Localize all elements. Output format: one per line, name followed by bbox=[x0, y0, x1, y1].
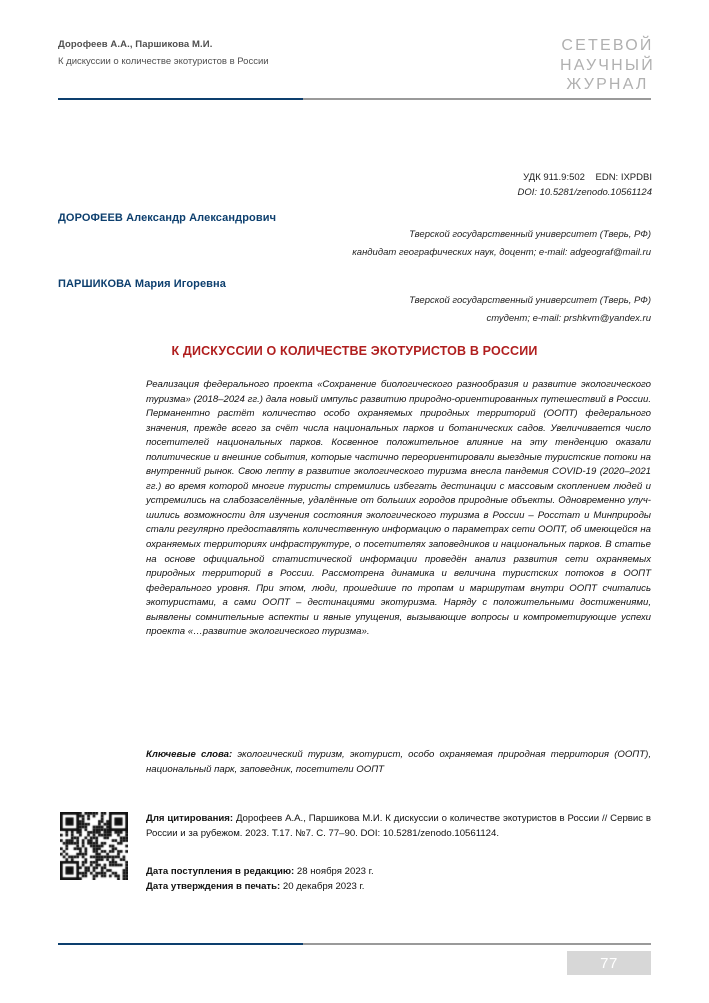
journal-logo bbox=[560, 36, 655, 95]
keywords-text: экологический туризм, экотурист, особо охраняемая природная территория (ООПТ), национальный парк, заповедник, посетители ООПТ bbox=[146, 749, 651, 775]
citation-block bbox=[146, 812, 651, 841]
author-affiliation-1: Тверской государственный университет (Тверь, РФ) bbox=[409, 229, 651, 240]
edn-value: EDN: IXPDBI bbox=[595, 172, 652, 183]
author-name-2: ПАРШИКОВА Мария Игоревна bbox=[58, 278, 227, 290]
abstract-text: Реализация федерального проекта «Сохранение биологического разнообразия и развитие экологического туризма» (2018–2024 гг.) дала новый импульс развитию природно-ориентированных путешествий в России. Перманентно растёт количество особо охраняемых природных территорий (ООПТ) федерального значения, прежде всего за счёт числа национальных парков и ботанических садов. Увеличивается число посетителей национальных парков. Косвенное положительное влияние на эту тенденцию оказали политические и внешние события, которые частично переориентировали выездные туристские потоки на внутренний рынок. Свою лепту в развитие экологического туризма внесла пандемия COVID-19 (2020–2021 гг.) во время которой многие туристы стремились избегать дестинации с массовым скоплением людей и устремились на слабозаселённые, удалённые от больших городов природные объекты. Одновременно улучшились возможности для изучения состояния экологического туризма в России – Росстат и Минприроды стали регулярно предоставлять количественную информацию о параметрах сети ООПТ, об имеющейся на охраняемых территориях инфраструктуре, о посетителях заповедников и национальных парков. В статье на основе официальной статистической информации проведён анализ развития сети охраняемых природных территорий в России. Рассмотрена динамика и величина туристских потоков в ООПТ федерального уровня. При этом, люди, прошедшие по тропам и маршрутам внутри ООПТ считались экотуристами, а сами ООПТ – дестинациями экотуризма. Наряду с положительными достижениями, выявлены сомнительные аспекты и явные упущения, вызывающие вопросы и компрометирующие успехи проекта «…развитие экологического туризма». bbox=[146, 379, 651, 638]
page-number-badge: 77 bbox=[567, 951, 651, 975]
journal-logo-line-1: СЕТЕВОЙ bbox=[561, 37, 654, 54]
footer-rule-accent bbox=[58, 943, 303, 945]
author-block-1 bbox=[58, 212, 651, 260]
keywords-block bbox=[146, 748, 651, 777]
running-head-authors: Дорофеев А.А., Паршикова М.И. bbox=[58, 39, 213, 50]
keywords-label: Ключевые слова: bbox=[146, 749, 233, 760]
qr-code-icon bbox=[60, 812, 128, 880]
author-affiliation-2: Тверской государственный университет (Тверь, РФ) bbox=[409, 295, 651, 306]
author-block-2 bbox=[58, 278, 651, 326]
journal-logo-line-2: НАУЧНЫЙ bbox=[560, 56, 655, 74]
udk-value: УДК 911.9:502 bbox=[523, 172, 585, 183]
article-title: К ДИСКУССИИ О КОЛИЧЕСТВЕ ЭКОТУРИСТОВ В РОССИИ bbox=[171, 344, 538, 358]
journal-logo-line-3: ЖУРНАЛ bbox=[566, 76, 649, 93]
running-head-title: К дискуссии о количестве экотуристов в России bbox=[58, 56, 269, 67]
dates-block bbox=[146, 864, 651, 895]
author-name-1: ДОРОФЕЕВ Александр Александрович bbox=[58, 212, 277, 224]
citation-text: Дорофеев А.А., Паршикова М.И. К дискуссии о количестве экотуристов в России // Сервис в России и за рубежом. 2023. Т.17. №7. С. 77–90. DOI: 10.5281/zenodo.10561124. bbox=[146, 813, 651, 839]
date-accepted-label: Дата утверждения в печать: bbox=[146, 881, 281, 893]
identifiers-block bbox=[517, 170, 652, 200]
citation-label: Для цитирования: bbox=[146, 813, 234, 824]
doi-value: DOI: 10.5281/zenodo.10561124 bbox=[517, 187, 652, 198]
date-received-label: Дата поступления в редакцию: bbox=[146, 866, 295, 877]
date-received-value: 28 ноября 2023 г. bbox=[294, 866, 374, 877]
header-rule-accent bbox=[58, 98, 303, 100]
date-received bbox=[146, 864, 651, 879]
date-accepted-value: 20 декабря 2023 г. bbox=[280, 881, 365, 893]
udk-edn-line bbox=[517, 170, 652, 185]
author-details-1: кандидат географических наук, доцент; e-mail: adgeograf@mail.ru bbox=[352, 247, 651, 258]
date-accepted bbox=[146, 879, 651, 894]
running-head bbox=[58, 38, 458, 69]
author-details-2: студент; e-mail: prshkvm@yandex.ru bbox=[486, 313, 651, 324]
